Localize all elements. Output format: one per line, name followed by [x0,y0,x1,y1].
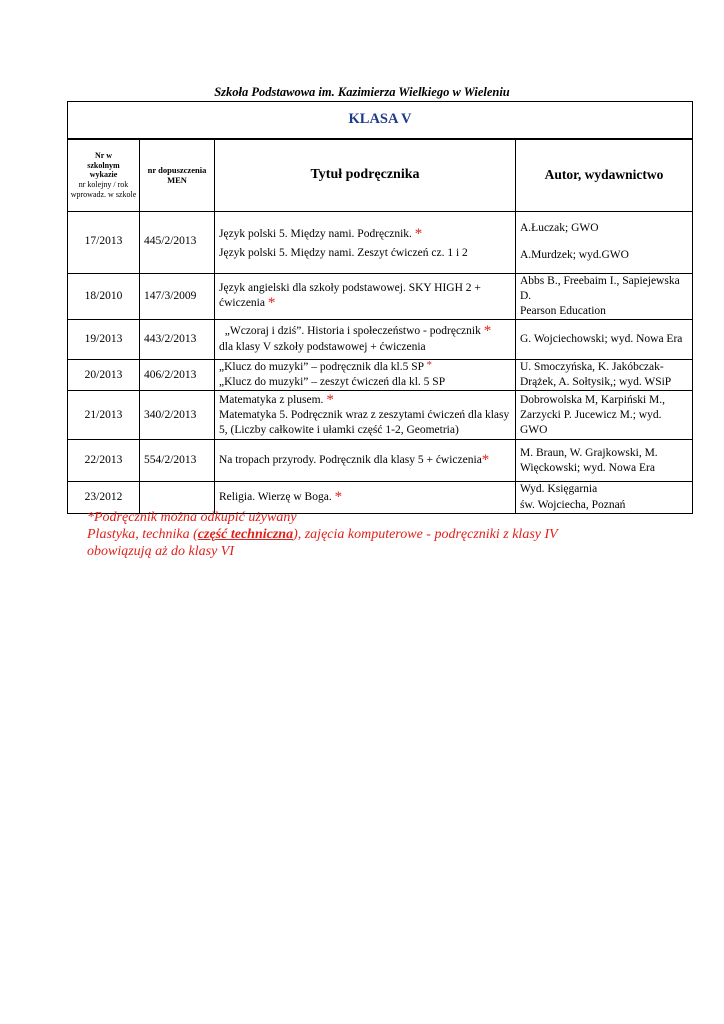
table-row [68,273,693,320]
row-nr: 21/2013 [68,391,140,440]
row-nr: 19/2013 [68,320,140,360]
row-title: Język angielski dla szkoły podstawowej. SKY HIGH 2 + ćwiczenia * [215,273,516,320]
row-author: M. Braun, W. Grajkowski, M. Więckowski; wyd. Nowa Era [516,440,693,482]
row-men: 147/3/2009 [140,273,215,320]
row-nr: 18/2010 [68,273,140,320]
star-marker: * [267,295,276,312]
row-title: Na tropach przyrody. Podręcznik dla klasy 5 + ćwiczenia* [215,440,516,482]
row-nr: 22/2013 [68,440,140,482]
textbook-table [67,101,693,514]
row-men: 340/2/2013 [140,391,215,440]
star-marker: * [481,452,490,469]
header-title: Tytuł podręcznika [215,139,516,211]
class-title: KLASA V [68,102,693,140]
table-row [68,320,693,360]
star-marker: * [426,359,432,372]
footnotes [87,510,707,560]
row-title: Matematyka z plusem. * Matematyka 5. Podręcznik wraz z zeszytami ćwiczeń dla klasy 5, (Liczby całkowite i ułamki część 1-2, Geometria) [215,391,516,440]
note-art-technology: Plastyka, technika (część techniczna), zajęcia komputerowe - podręczniki z klasy IV [87,526,558,542]
row-men: 445/2/2013 [140,211,215,273]
table-row [68,211,693,273]
row-author: Wyd. Księgarnia św. Wojciecha, Poznań [516,482,693,513]
row-author: Dobrowolska M, Karpiński M., Zarzycki P. Jucewicz M.; wyd. GWO [516,391,693,440]
row-author: Abbs B., Freebaim I., Sapiejewska D. Pearson Education [516,273,693,320]
star-marker: * [483,323,492,340]
school-name: Szkoła Podstawowa im. Kazimierza Wielkiego w Wieleniu [214,85,510,99]
row-nr: 17/2013 [68,211,140,273]
row-men: 406/2/2013 [140,360,215,391]
star-marker: * [334,488,343,505]
row-men: 554/2/2013 [140,440,215,482]
header-nr: Nr w szkolnym wykazie nr kolejny / rok wprowadz. w szkole [68,139,140,211]
row-nr: 23/2012 [68,482,140,513]
note-valid-until: obowiązują aż do klasy VI [87,543,234,559]
row-author: G. Wojciechowski; wyd. Nowa Era [516,320,693,360]
row-men: 443/2/2013 [140,320,215,360]
row-men [140,482,215,513]
row-author: U. Smoczyńska, K. Jakóbczak-Drążek, A. Sołtysik,; wyd. WSiP [516,360,693,391]
star-marker: * [326,391,334,408]
row-author: A.Łuczak; GWO A.Murdzek; wyd.GWO [516,211,693,273]
row-title: Religia. Wierzę w Boga. * [215,482,516,513]
header-author: Autor, wydawnictwo [516,139,693,211]
table-header-row [68,139,693,211]
table-row [68,440,693,482]
row-title: „Klucz do muzyki” – podręcznik dla kl.5 SP * „Klucz do muzyki” – zeszyt ćwiczeń dla kl. 5 SP [215,360,516,391]
header-men: nr dopuszczenia MEN [140,139,215,211]
row-title: „Wczoraj i dziś”. Historia i społeczeństwo - podręcznik * dla klasy V szkoły podstawowej + ćwiczenia [215,320,516,360]
row-title: Język polski 5. Między nami. Podręcznik. * Język polski 5. Między nami. Zeszyt ćwiczeń cz. 1 i 2 [215,211,516,273]
table-row [68,391,693,440]
row-nr: 20/2013 [68,360,140,391]
star-marker: * [414,225,423,242]
table-row [68,360,693,391]
table-row [68,482,693,513]
note-used-books: *Podręcznik można odkupić używany [87,510,297,525]
